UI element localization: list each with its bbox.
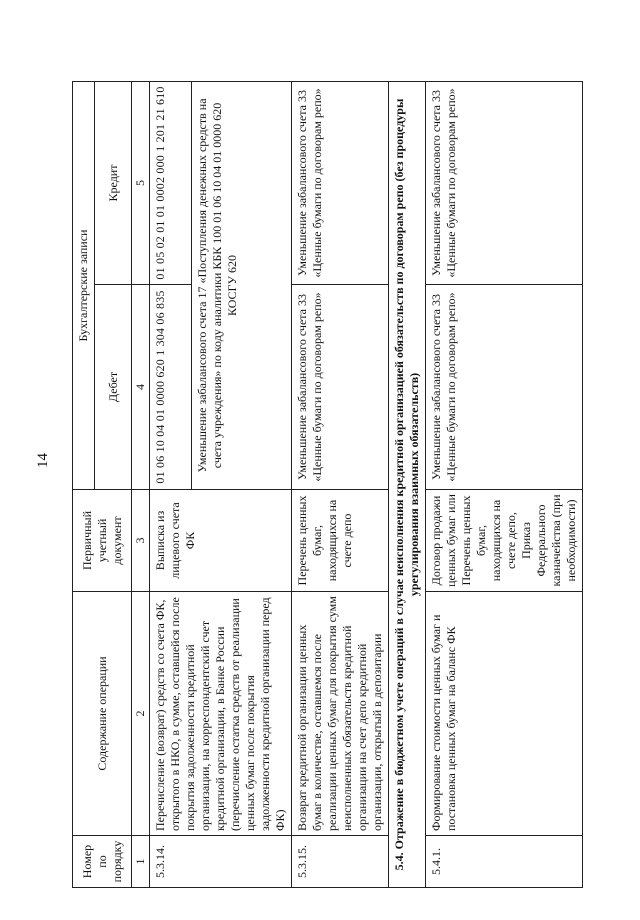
- column-index-row: [132, 81, 150, 887]
- primary-document: Перечень ценных бумаг, находящихся на счете депо: [292, 490, 389, 592]
- accounting-table: [72, 81, 583, 888]
- section-row: [389, 81, 426, 887]
- table-header-row: [73, 81, 95, 887]
- debit-entry: Уменьшение забалансового счета 33 «Ценные бумаги по договорам репо»: [292, 285, 389, 490]
- header-num: Номер по порядку: [73, 836, 132, 888]
- credit-entry: Уменьшение забалансового счета 33 «Ценные бумаги по договорам репо»: [426, 81, 583, 284]
- debit-entry: 01 06 10 04 01 0000 620 1 304 06 835: [150, 285, 192, 490]
- row-number: 5.4.1.: [426, 836, 583, 888]
- row-number: 5.3.15.: [292, 836, 389, 888]
- table-row: [292, 81, 389, 887]
- column-index: 5: [132, 81, 150, 284]
- table-row: [150, 81, 192, 887]
- offbalance-entry: Уменьшение забалансового счета 17 «Поступления денежных средств на счета учреждения» по коду аналитики КБК 100 01 06 10 04 01 0000 620 КОСГУ 620: [192, 81, 292, 489]
- row-number: 5.3.14.: [150, 836, 292, 888]
- column-index: 2: [132, 592, 150, 836]
- header-credit: Кредит: [95, 81, 132, 284]
- header-document: Первичный учетный документ: [73, 490, 132, 592]
- credit-entry: Уменьшение забалансового счета 33 «Ценные бумаги по договорам репо»: [292, 81, 389, 284]
- header-entries: Бухгалтерские записи: [73, 81, 95, 489]
- header-debit: Дебет: [95, 285, 132, 490]
- operation-content: Перечисление (возврат) средств со счета ФК, открытого в НКО, в сумме, оставшейся после покрытия задолженности кредитной организации, на корреспондентский счет кредитной организации, в Банке России (перечисление остатка средств от реализации ценных бумаг после покрытия задолженности кредитной организации перед ФК): [150, 592, 292, 836]
- operation-content: Возврат кредитной организации ценных бумаг в количестве, оставшемся после реализации ценных бумаг для покрытия сумм неисполненных обязательств кредитной организации на счет депо кредитной организации, открытый в депозитарии: [292, 592, 389, 836]
- operation-content: Формирование стоимости ценных бумаг и постановка ценных бумаг на баланс ФК: [426, 592, 583, 836]
- column-index: 3: [132, 490, 150, 592]
- table-row: [426, 81, 583, 887]
- primary-document: Выписка из лицевого счета ФК: [150, 490, 292, 592]
- page-number: 14: [35, 453, 51, 468]
- column-index: 4: [132, 285, 150, 490]
- debit-entry: Уменьшение забалансового счета 33 «Ценные бумаги по договорам репо»: [426, 285, 583, 490]
- primary-document: Договор продажи ценных бумаг или Перечень ценных бумаг, находящихся на счете депо, Приказ Федерального казначейства (при необходимости): [426, 490, 583, 592]
- section-heading: 5.4. Отражение в бюджетном учете операций в случае неисполнения кредитной организацией обязательств по договорам репо (без процедуры урегулирования взаимных обязательств): [389, 81, 426, 887]
- credit-entry: 01 05 02 01 01 0002 000 1 201 21 610: [150, 81, 192, 284]
- column-index: 1: [132, 836, 150, 888]
- header-content: Содержание операции: [73, 592, 132, 836]
